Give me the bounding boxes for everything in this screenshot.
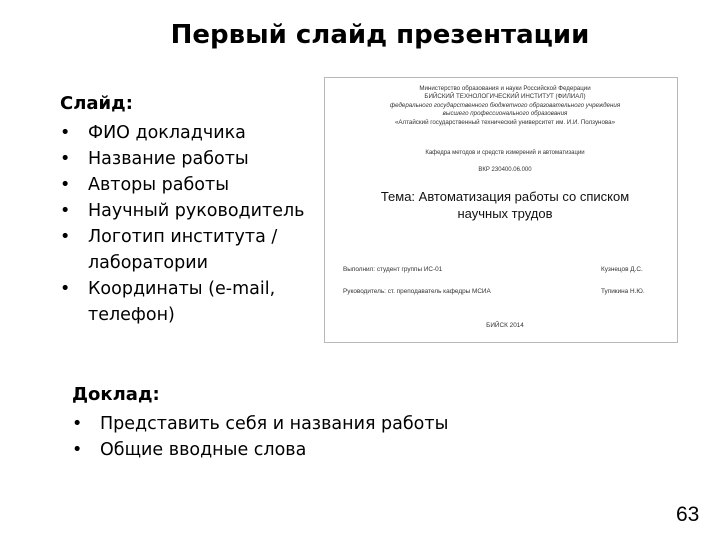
thumbnail-performer-label: Выполнил: студент группы ИС-01 [343,266,443,273]
thumbnail-city-year: БИЙСК 2014 [486,322,524,329]
list-item: • Авторы работы [60,172,320,198]
thumbnail-header-line: Министерство образования и науки Российской Федерации [419,85,591,92]
list-item: • Логотип института / лаборатории [60,224,320,276]
thumbnail-supervisor-name: Тупикина Н.Ю. [601,288,645,295]
thumbnail-supervisor-label: Руководитель: ст. преподаватель кафедры МСИА [343,288,491,295]
thumbnail-header-line: «Алтайский государственный технический университет им. И.И. Ползунова» [394,118,616,126]
slide-section-label: Слайд: [60,93,133,114]
thumbnail-topic [345,188,665,222]
title-slide-thumbnail [324,77,678,343]
list-item: • Координаты (e-mail, телефон) [60,276,320,328]
report-bullet-list [72,411,592,463]
thumbnail-header-line: БИЙСКИЙ ТЕХНОЛОГИЧЕСКИЙ ИНСТИТУТ (ФИЛИАЛ) [424,93,586,101]
thumbnail-header-line: высшего профессионального образования [442,110,568,118]
thumbnail-code: ВКР 230400.06.000 [478,167,532,173]
list-item: • Представить себя и названия работы [72,411,592,437]
thumbnail-department: Кафедра методов и средств измерений и автоматизации [425,150,585,156]
page-title: Первый слайд презентации [170,20,590,50]
list-item: • Название работы [60,146,320,172]
list-item: • Общие вводные слова [72,437,592,463]
thumbnail-performer-row [343,266,661,273]
thumbnail-supervisor-row [343,288,661,295]
thumbnail-topic-line: научных трудов [457,206,553,221]
thumbnail-performer-name: Кузнецов Д.С. [601,266,643,273]
list-item: • Научный руководитель [60,198,320,224]
slide-bullet-list [60,120,320,328]
thumbnail-header [355,85,655,127]
thumbnail-header-line: федерального государственного бюджетного образовательного учреждения [389,101,621,109]
page-number: 63 [676,503,700,526]
thumbnail-topic-line: Тема: Автоматизация работы со списком [380,189,630,204]
list-item: • ФИО докладчика [60,120,320,146]
report-section-label: Доклад: [72,384,160,405]
